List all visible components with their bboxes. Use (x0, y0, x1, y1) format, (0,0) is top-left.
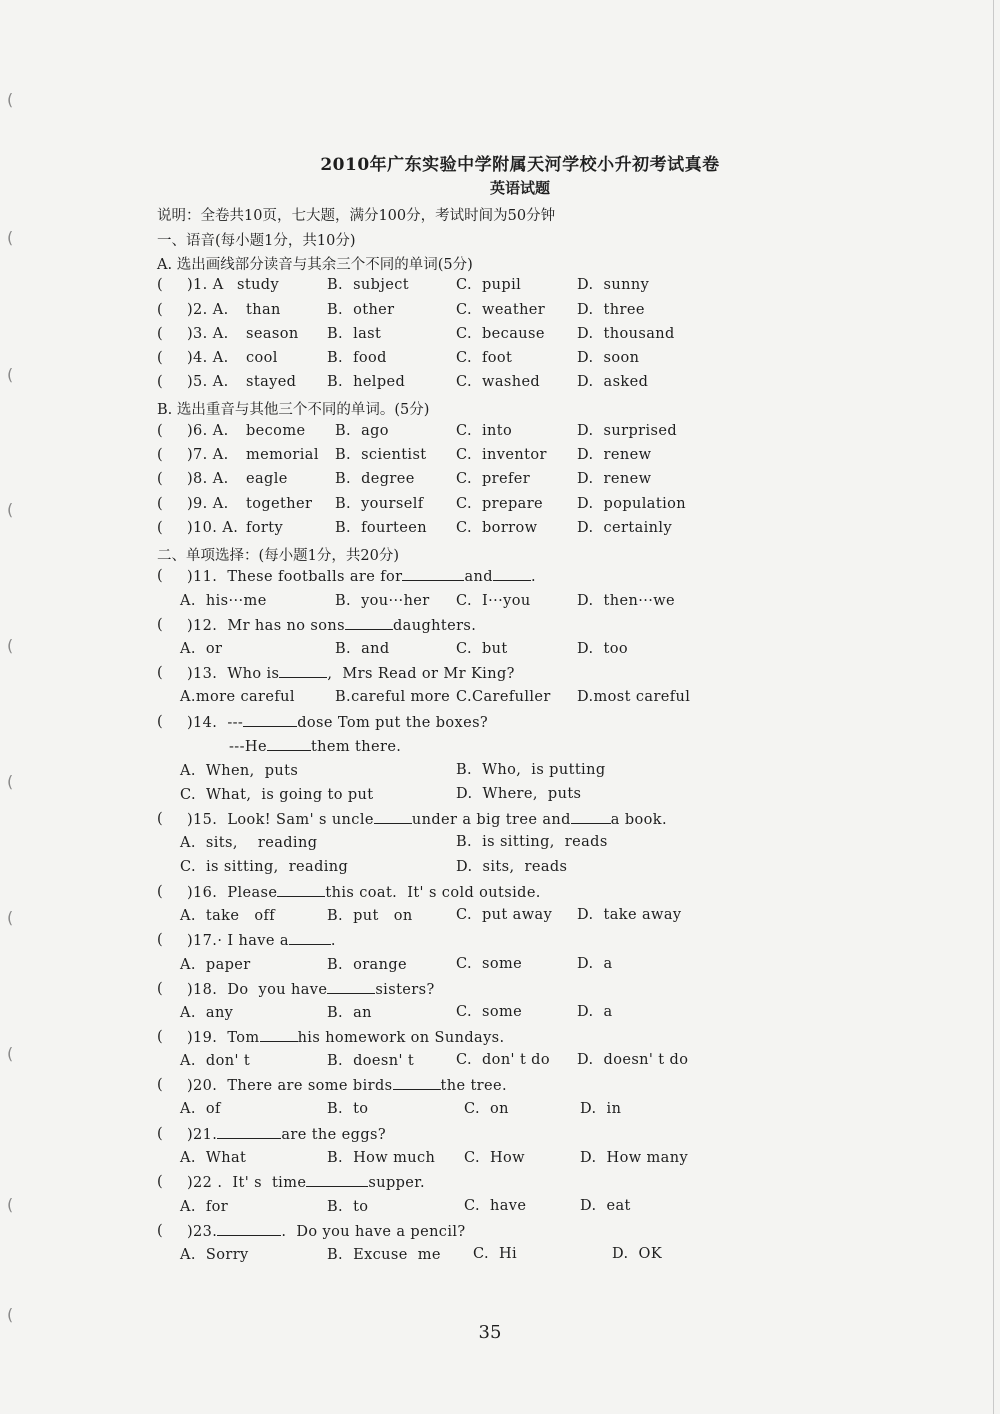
part-a-heading: A. 选出画线部分读音与其余三个不同的单词(5分) (157, 257, 473, 273)
part-b-heading: B. 选出重音与其他三个不同的单词。(5分) (157, 402, 430, 418)
binding-hole-mark: ( (7, 90, 14, 109)
scan-edge-line (993, 0, 994, 1414)
binding-hole-mark: ( (7, 772, 14, 791)
binding-hole-mark: ( (7, 908, 14, 927)
binding-hole-mark: ( (7, 365, 14, 384)
exam-subtitle: 英语试题 (489, 179, 550, 197)
binding-hole-mark: ( (7, 1044, 14, 1063)
instructions: 说明：全卷共10页，七大题，满分100分，考试时间为50分钟 (157, 208, 556, 224)
binding-hole-mark: ( (7, 1195, 14, 1214)
binding-hole-mark: ( (7, 1305, 14, 1324)
binding-hole-mark: ( (7, 636, 14, 655)
binding-hole-mark: ( (7, 228, 14, 247)
exam-page: ( ( ( ( ( ( ( ( ( ( 2010年广东实验中学附属天河学校小升初考试真卷 英语试题 说明：全卷共10页，七大题，满分100分，考试时间为50分钟 一、语音(每小题1分，共10分) A. 选出画线部分读音与其余三个不同的单词(5分) ( )1. A study B. subject C. pupil D. sunny ( )2. A. than B. other C. weather D. three ( )3. A. season B. last C. because D. thousand ( )4. A. cool B. food C. foot D. soon ( )5. A. stayed B. helped C. washed D. asked B. 选出重音与其他三个不同的单词。(5分) ( )6. A. become B. ago C. into D. surprised ( )7. A. memorial B. scientist C. inventor D. renew ( )8. A. eagle B. degree C. prefer D. renew ( )9. A. together B. yourself C. prepare D. population ( )10. A. forty B. fourteen C. borrow D. certainly 二、单项选择：(每小题1分，共20分) ( )11. These footballs are for and . A. his···me B. you···her C. I···you D. then···we ( )12. Mr has no sons daughters. A. or B. and C. but D. too ( )13. Who is , Mrs Read or Mr King? A.more careful B.careful more C.Carefuller D.most careful ( )14. --- dose Tom put the boxes? ---He them there. A. When, puts B. Who, is putting C. What, is going to put D. Where, puts ( )15. Look! Sam' s uncle under a big tree and a book. A. sits, reading B. is sitting, reads C. is sitting, reading D. sits, reads ( )16. Please this coat. It' s cold outside. A. take off B. put on C. put away D. take away ( )17.· I have a . A. paper B. orange C. some D. a ( )18. Do you have sisters? A. any B. an C. some D. a ( )19. Tom his homework on Sundays. A. don' t B. doesn' t C. don' t do D. doesn' t do ( )20. There are some birds the tree. A. of B. to C. on D. in ( )21. are the eggs? A. What B. How much C. How D. How many ( )22 . It' s time supper. A. for B. to C. have D. eat ( )23. . Do you have a pencil? A. Sorry B. Excuse me C. Hi D. OK 35 (0, 0, 1000, 1414)
exam-title: 2010年广东实验中学附属天河学校小升初考试真卷 (320, 155, 720, 175)
section-2-heading: 二、单项选择：(每小题1分，共20分) (157, 548, 399, 564)
page-number: 35 (478, 1322, 502, 1343)
binding-hole-mark: ( (7, 500, 14, 519)
section-1-heading: 一、语音(每小题1分，共10分) (157, 233, 356, 249)
